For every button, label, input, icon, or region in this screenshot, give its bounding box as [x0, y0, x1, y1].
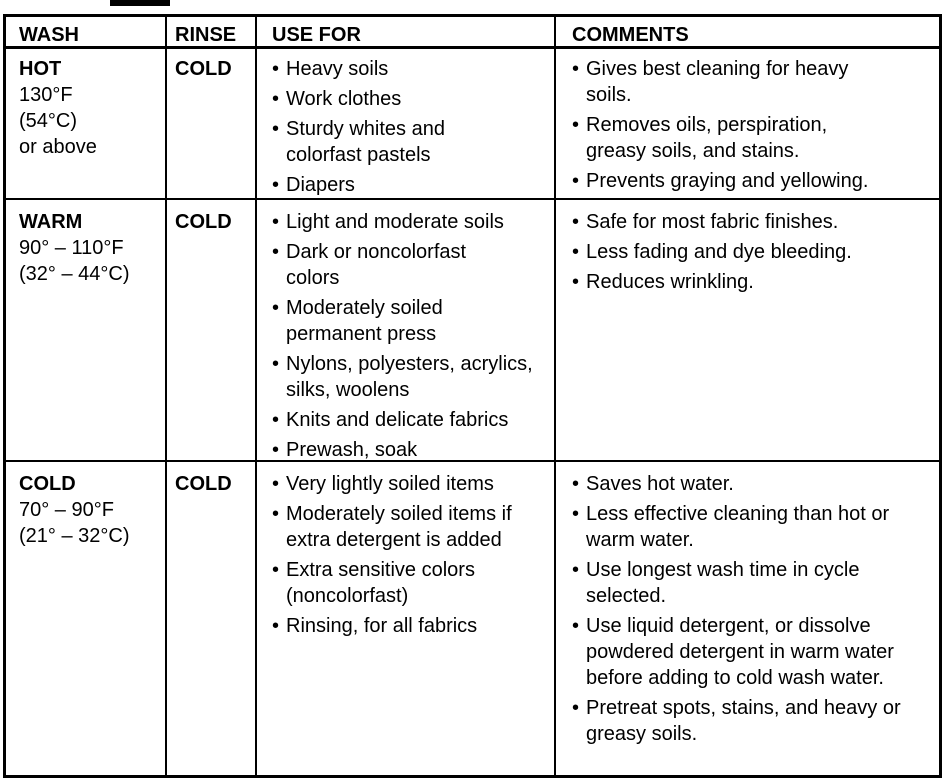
column-divider: [554, 17, 556, 775]
list-item: • Pretreat spots, stains, and heavy or greasy soils.: [572, 695, 916, 747]
wash-temp-name: WARM: [19, 211, 83, 233]
wash-temp-name: HOT: [19, 58, 62, 80]
wash-cell-warm: [19, 209, 159, 287]
use-for-cell: [272, 56, 548, 202]
wash-cell-cold: [19, 471, 159, 549]
use-for-cell: [272, 209, 548, 467]
use-for-cell: [272, 471, 548, 643]
wash-temp-value: or above: [19, 136, 97, 158]
list-item: • Work clothes: [272, 86, 548, 112]
header-wash: WASH: [19, 24, 79, 46]
list-item: • Use liquid detergent, or dissolve powdered detergent in warm water before adding to cold wash water.: [572, 613, 931, 691]
top-rule-fragment: [110, 0, 170, 6]
wash-cell-hot: [19, 56, 159, 160]
header-divider: [6, 46, 939, 49]
wash-temp-value: 90° – 110°F: [19, 237, 124, 259]
column-divider: [165, 17, 167, 775]
wash-temp-value: 70° – 90°F: [19, 499, 114, 521]
wash-temp-name: COLD: [19, 473, 76, 495]
comments-cell: [572, 471, 927, 751]
comments-cell: [572, 209, 922, 299]
rinse-cell: COLD: [175, 473, 232, 495]
wash-temp-value: 130°F: [19, 84, 73, 106]
wash-temp-value: (54°C): [19, 110, 78, 132]
list-item: • Heavy soils: [272, 56, 548, 82]
list-item: • Less effective cleaning than hot or warm water.: [572, 501, 916, 553]
list-item: • Diapers: [272, 172, 548, 198]
list-item: • Prevents graying and yellowing.: [572, 168, 922, 194]
rinse-cell: COLD: [175, 58, 232, 80]
header-rinse: RINSE: [175, 24, 237, 46]
list-item: • Dark or noncolorfast colors: [272, 239, 501, 291]
wash-temp-value: (21° – 32°C): [19, 525, 130, 547]
list-item: • Knits and delicate fabrics: [272, 407, 548, 433]
list-item: • Removes oils, perspiration, greasy soils, and stains.: [572, 112, 876, 164]
list-item: • Use longest wash time in cycle selected.: [572, 557, 926, 609]
list-item: • Safe for most fabric finishes.: [572, 209, 922, 235]
list-item: • Moderately soiled items if extra detergent is added: [272, 501, 548, 553]
list-item: • Sturdy whites and colorfast pastels: [272, 116, 486, 168]
list-item: • Nylons, polyesters, acrylics, silks, woolens: [272, 351, 536, 403]
list-item: • Light and moderate soils: [272, 209, 548, 235]
header-comments: COMMENTS: [572, 24, 689, 46]
list-item: • Less fading and dye bleeding.: [572, 239, 922, 265]
list-item: • Saves hot water.: [572, 471, 927, 497]
comments-cell: [572, 56, 922, 198]
list-item: • Extra sensitive colors (noncolorfast): [272, 557, 526, 609]
list-item: • Rinsing, for all fabrics: [272, 613, 548, 639]
column-divider: [255, 17, 257, 775]
list-item: • Gives best cleaning for heavy soils.: [572, 56, 886, 108]
wash-temperature-table: [3, 14, 942, 778]
wash-temp-value: (32° – 44°C): [19, 263, 130, 285]
list-item: • Very lightly soiled items: [272, 471, 548, 497]
rinse-cell: COLD: [175, 211, 232, 233]
list-item: • Reduces wrinkling.: [572, 269, 922, 295]
header-use-for: USE FOR: [272, 24, 361, 46]
list-item: • Moderately soiled permanent press: [272, 295, 486, 347]
list-item: • Prewash, soak: [272, 437, 548, 463]
